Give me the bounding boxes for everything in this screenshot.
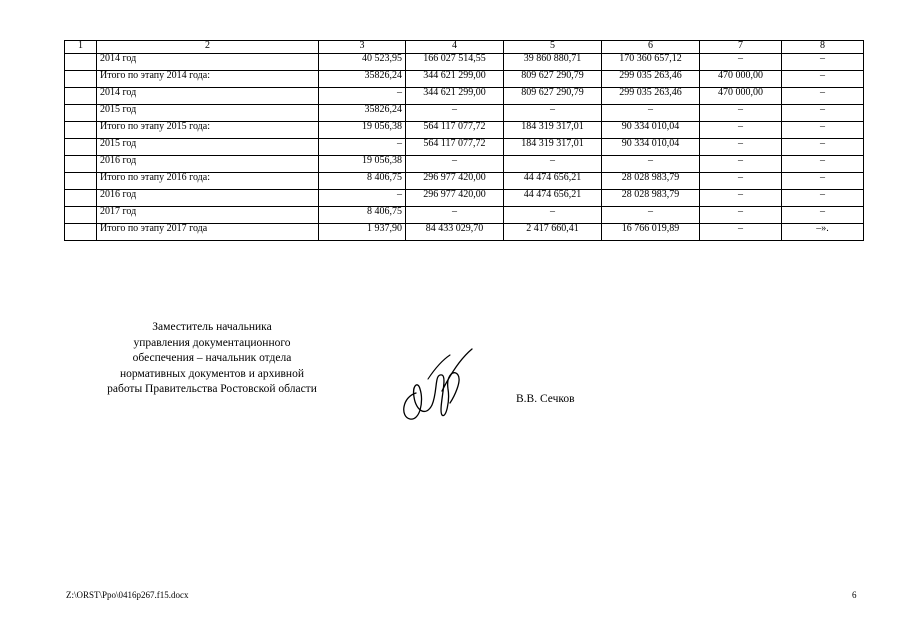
- file-path: Z:\ORST\Ppo\0416p267.f15.docx: [66, 590, 189, 600]
- header-cell: 5: [504, 41, 602, 54]
- table-cell: –: [319, 139, 406, 156]
- table-cell: [65, 54, 97, 71]
- table-cell: –: [782, 105, 864, 122]
- table-cell: 296 977 420,00: [406, 173, 504, 190]
- table-cell: 8 406,75: [319, 173, 406, 190]
- table-cell: 809 627 290,79: [504, 71, 602, 88]
- table-row: [65, 105, 864, 122]
- table-cell: 166 027 514,55: [406, 54, 504, 71]
- table-cell: –: [700, 139, 782, 156]
- table-cell: [65, 105, 97, 122]
- table-cell: Итого по этапу 2016 года:: [97, 173, 319, 190]
- table-cell: –: [782, 54, 864, 71]
- table-cell: [65, 190, 97, 207]
- header-cell: 6: [602, 41, 700, 54]
- table-cell: –: [602, 156, 700, 173]
- title-line: работы Правительства Ростовской области: [107, 383, 317, 395]
- table-cell: 2015 год: [97, 105, 319, 122]
- table-cell: 809 627 290,79: [504, 88, 602, 105]
- header-cell: 7: [700, 41, 782, 54]
- title-line: Заместитель начальника: [152, 321, 272, 333]
- table-row: [65, 156, 864, 173]
- table-row: [65, 207, 864, 224]
- table-cell: 8 406,75: [319, 207, 406, 224]
- table-cell: –: [319, 190, 406, 207]
- table-cell: 39 860 880,71: [504, 54, 602, 71]
- table-cell: –: [504, 156, 602, 173]
- table-cell: 44 474 656,21: [504, 173, 602, 190]
- table-cell: –: [782, 122, 864, 139]
- table-cell: 2016 год: [97, 190, 319, 207]
- table-cell: 299 035 263,46: [602, 71, 700, 88]
- table-cell: –: [782, 71, 864, 88]
- table-cell: 184 319 317,01: [504, 139, 602, 156]
- table-row: [65, 190, 864, 207]
- table-cell: 296 977 420,00: [406, 190, 504, 207]
- table-cell: 2015 год: [97, 139, 319, 156]
- table-cell: 28 028 983,79: [602, 173, 700, 190]
- table-cell: –: [602, 105, 700, 122]
- table-cell: –: [782, 207, 864, 224]
- title-line: нормативных документов и архивной: [120, 367, 304, 380]
- header-cell: 4: [406, 41, 504, 54]
- table-cell: –: [782, 139, 864, 156]
- table-cell: –: [700, 224, 782, 241]
- table-cell: –: [700, 156, 782, 173]
- table-cell: 44 474 656,21: [504, 190, 602, 207]
- table-cell: 184 319 317,01: [504, 122, 602, 139]
- table-cell: 35826,24: [319, 71, 406, 88]
- table-cell: 564 117 077,72: [406, 139, 504, 156]
- table-cell: –: [406, 105, 504, 122]
- table-cell: [65, 71, 97, 88]
- table-cell: [65, 173, 97, 190]
- table-cell: Итого по этапу 2015 года:: [97, 122, 319, 139]
- header-cell: 1: [65, 41, 97, 54]
- table-cell: –: [700, 190, 782, 207]
- table-cell: 344 621 299,00: [406, 88, 504, 105]
- table-cell: 84 433 029,70: [406, 224, 504, 241]
- title-line: управления документационного: [133, 336, 291, 349]
- table-cell: –: [504, 207, 602, 224]
- table-cell: –».: [782, 224, 864, 241]
- table-cell: 299 035 263,46: [602, 88, 700, 105]
- table-row: [65, 54, 864, 71]
- table-cell: 2 417 660,41: [504, 224, 602, 241]
- table-cell: –: [406, 207, 504, 224]
- table-cell: 35826,24: [319, 105, 406, 122]
- table-cell: 1 937,90: [319, 224, 406, 241]
- table-cell: 16 766 019,89: [602, 224, 700, 241]
- table-cell: –: [406, 156, 504, 173]
- table-cell: 564 117 077,72: [406, 122, 504, 139]
- table-cell: –: [319, 88, 406, 105]
- table-cell: 470 000,00: [700, 71, 782, 88]
- data-table: [64, 40, 864, 241]
- page-number: 6: [852, 590, 857, 600]
- table-cell: 2016 год: [97, 156, 319, 173]
- table-cell: 2017 год: [97, 207, 319, 224]
- header-cell: 8: [782, 41, 864, 54]
- table-cell: –: [782, 88, 864, 105]
- table-cell: 19 056,38: [319, 156, 406, 173]
- table-cell: –: [700, 105, 782, 122]
- table-cell: –: [602, 207, 700, 224]
- table-cell: [65, 207, 97, 224]
- table-header-row: [65, 41, 864, 54]
- title-line: обеспечения – начальник отдела: [132, 352, 292, 364]
- table-cell: –: [700, 54, 782, 71]
- header-cell: 3: [319, 41, 406, 54]
- table-cell: –: [782, 190, 864, 207]
- table-cell: [65, 88, 97, 105]
- table-cell: [65, 156, 97, 173]
- table-cell: 170 360 657,12: [602, 54, 700, 71]
- table-cell: –: [700, 173, 782, 190]
- table-cell: 344 621 299,00: [406, 71, 504, 88]
- table-cell: Итого по этапу 2014 года:: [97, 71, 319, 88]
- table-cell: –: [504, 105, 602, 122]
- table-row: [65, 122, 864, 139]
- table-cell: 2014 год: [97, 88, 319, 105]
- table-row: [65, 224, 864, 241]
- table-cell: Итого по этапу 2017 года: [97, 224, 319, 241]
- table-cell: 40 523,95: [319, 54, 406, 71]
- table-row: [65, 88, 864, 105]
- table-row: [65, 139, 864, 156]
- table-cell: 470 000,00: [700, 88, 782, 105]
- table-cell: [65, 122, 97, 139]
- table-cell: 90 334 010,04: [602, 122, 700, 139]
- signatory-title: [66, 320, 358, 398]
- table-cell: 19 056,38: [319, 122, 406, 139]
- table-cell: 2014 год: [97, 54, 319, 71]
- handwritten-signature: [398, 345, 480, 425]
- table-cell: [65, 139, 97, 156]
- table-row: [65, 173, 864, 190]
- table-cell: –: [700, 207, 782, 224]
- table-cell: [65, 224, 97, 241]
- table-cell: 90 334 010,04: [602, 139, 700, 156]
- table-row: [65, 71, 864, 88]
- signatory-name: В.В. Сечков: [516, 393, 575, 405]
- header-cell: 2: [97, 41, 319, 54]
- table-cell: –: [700, 122, 782, 139]
- table-cell: 28 028 983,79: [602, 190, 700, 207]
- table-cell: –: [782, 156, 864, 173]
- table-cell: –: [782, 173, 864, 190]
